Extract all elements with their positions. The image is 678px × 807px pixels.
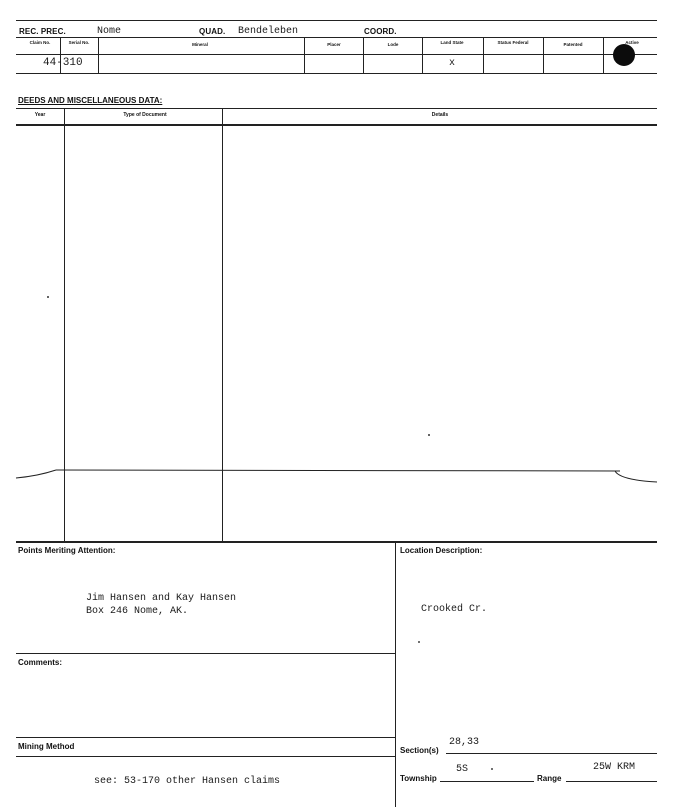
lower-center-divider: [395, 541, 396, 807]
mining-under-rule: [16, 756, 395, 757]
quad-label: QUAD.: [199, 27, 226, 36]
land-state-mark: x: [449, 58, 456, 69]
points-line-1: Jim Hansen and Kay Hansen: [86, 593, 237, 604]
divider-8: [603, 37, 604, 73]
patented-header: Patented: [563, 42, 583, 47]
speck: [428, 434, 430, 436]
range-rule: [566, 781, 657, 782]
divider-7: [543, 37, 544, 73]
speck: [47, 296, 49, 298]
sections-value: 28,33: [449, 737, 480, 748]
placer-header: Placer: [327, 42, 341, 47]
mining-rule: [16, 737, 395, 738]
mining-method-label: Mining Method: [18, 742, 75, 751]
year-header: Year: [34, 112, 46, 118]
lode-header: Lode: [387, 42, 399, 47]
location-label: Location Description:: [400, 546, 483, 555]
header-rule: [16, 37, 657, 38]
type-of-document-header: Type of Document: [123, 112, 167, 118]
comments-label: Comments:: [18, 658, 63, 667]
township-rule: [440, 781, 534, 782]
details-header: Details: [431, 112, 449, 118]
range-value: 25W KRM: [593, 762, 636, 773]
sections-rule: [446, 753, 657, 754]
speck: [418, 641, 420, 643]
land-state-header: Land State: [440, 40, 464, 45]
punch-hole: [613, 44, 635, 66]
quad-value: Bendeleben: [238, 26, 299, 37]
coord-label: COORD.: [364, 27, 397, 36]
lower-top-rule: [16, 541, 657, 543]
deeds-top-rule: [16, 108, 657, 109]
comments-rule: [16, 653, 395, 654]
divider-3: [304, 37, 305, 73]
divider-6: [483, 37, 484, 73]
range-label: Range: [537, 774, 562, 783]
divider-2: [98, 37, 99, 73]
rec-prec-label: REC. PREC.: [19, 27, 66, 36]
location-value: Crooked Cr.: [421, 604, 488, 615]
claim-no-value: 44-310: [43, 57, 83, 69]
column-header-rule: [16, 54, 657, 55]
active-header: Active: [625, 40, 639, 45]
claim-no-header: Claim No.: [29, 40, 51, 45]
fold-line: [0, 462, 678, 492]
sections-label: Section(s): [400, 746, 439, 755]
divider-4: [363, 37, 364, 73]
points-line-2: Box 246 Nome, AK.: [86, 606, 189, 617]
township-value: 5S: [456, 764, 469, 775]
deeds-title: DEEDS AND MISCELLANEOUS DATA:: [18, 96, 163, 105]
divider-5: [422, 37, 423, 73]
speck: [491, 768, 493, 770]
rec-prec-value: Nome: [97, 26, 122, 37]
record-bottom-rule: [16, 73, 657, 74]
serial-no-header: Serial No.: [68, 40, 90, 45]
top-rule: [16, 20, 657, 21]
deeds-header-rule: [16, 124, 657, 126]
township-label: Township: [400, 774, 437, 783]
mineral-header: Mineral: [192, 42, 208, 47]
status-federal-header: Status Federal: [497, 40, 529, 45]
mining-method-value: see: 53-170 other Hansen claims: [94, 776, 281, 787]
points-label: Points Meriting Attention:: [18, 546, 116, 555]
